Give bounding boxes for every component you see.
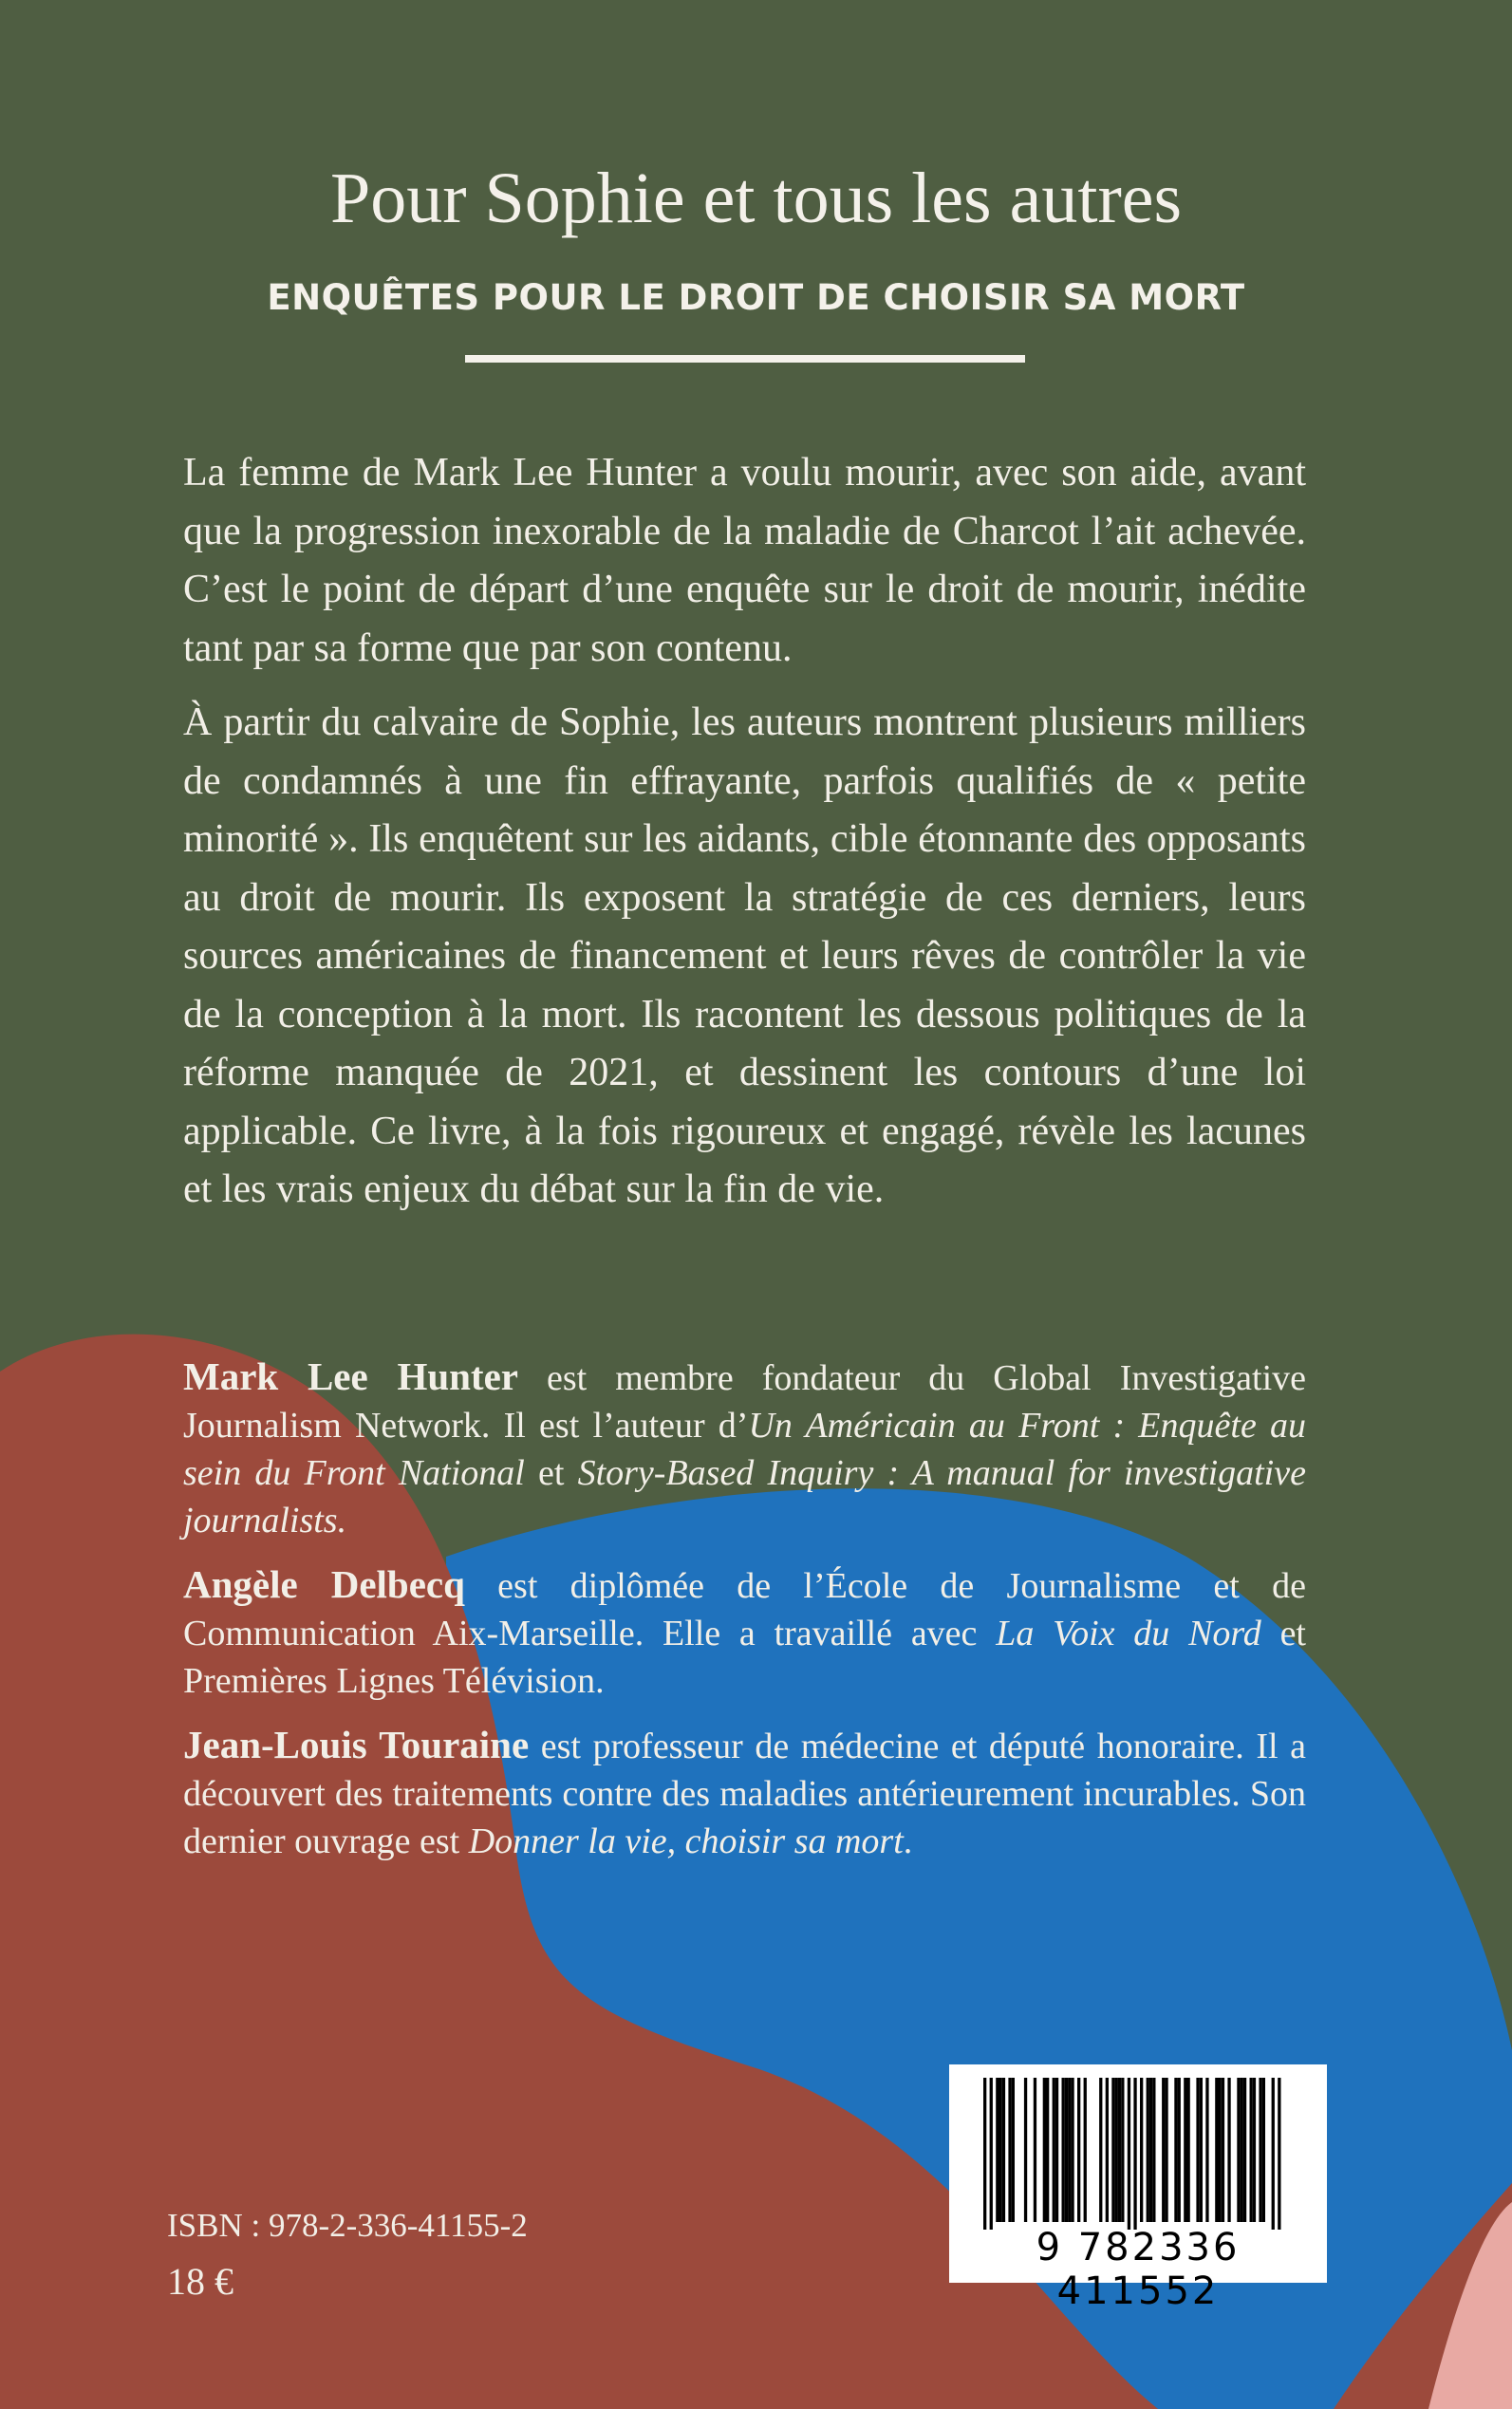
barcode-number: 9 782336 411552 — [1036, 2226, 1241, 2313]
barcode-bar — [996, 2078, 999, 2222]
isbn: ISBN : 978-2-336-41155-2 — [167, 2207, 528, 2244]
blurb-paragraph-2: À partir du calvaire de Sophie, les auteurs montrent plusieurs milliers de condamnés à une fin effrayante, parfois qualifiés de « petite minorité ». Ils enquêtent sur les aidants, cible étonnante des opposants au droit de mourir. Ils exposent la stratégie de ces derniers, leurs sources américaines de financement et leurs rêves de contrôler la vie de la conception à la mort. Ils racontent les dessous politiques de la réforme manquée de 2021, et dessinent les contours d’une loi applicable. Ce livre, à la fois rigoureux et engagé, révèle les lacunes et les vrais enjeux du débat sur la fin de vie. — [183, 700, 1306, 1211]
barcode-bar — [1187, 2078, 1190, 2222]
barcode-bar — [1237, 2078, 1240, 2222]
barcode-bar — [1149, 2078, 1152, 2222]
barcode-bar — [1215, 2078, 1218, 2222]
barcode-bar — [1053, 2078, 1055, 2222]
barcode-bar — [1121, 2078, 1124, 2222]
bio-text: est membre fondateur du Global Investigative Journalism Network. Il est l’auteur d’ — [183, 1358, 1306, 1446]
barcode-bar — [1222, 2078, 1224, 2222]
barcode-bar — [1250, 2078, 1253, 2222]
barcode-bar — [1227, 2078, 1230, 2222]
author-name: Jean-Louis Touraine — [183, 1723, 530, 1766]
barcode-bar — [1128, 2078, 1130, 2230]
barcode-bar — [1046, 2078, 1049, 2222]
barcode-bar — [1111, 2078, 1114, 2222]
bio-text: . — [903, 1821, 913, 1861]
bio-text: est diplômée de l’École de Journalisme et de Communication Aix-Marseille. Elle a travaillé avec — [183, 1566, 1306, 1653]
book-reference: Story-Based Inquiry : A manual for investigative journalists. — [183, 1453, 1306, 1541]
barcode-bar — [1071, 2078, 1073, 2222]
bio-hunter — [183, 1353, 1306, 1544]
bio-text: et Premières Lignes Télévision. — [183, 1614, 1306, 1701]
barcode-bar — [983, 2078, 986, 2230]
book-reference: Donner la vie, choisir sa mort — [468, 1821, 904, 1861]
barcode-bar — [1099, 2078, 1102, 2222]
book-subtitle: ENQUÊTES POUR LE DROIT DE CHOISIR SA MORT — [267, 277, 1245, 318]
book-reference: Un Américain au Front : Enquête au sein du Front National — [183, 1406, 1307, 1493]
blurb-paragraph-1: La femme de Mark Lee Hunter a voulu mourir, avec son aide, avant que la progression inexorable de la maladie de Charcot l’ait achevée. C’est le point de départ d’une enquête sur le droit de mourir, inédite tant par sa forme que par son contenu. — [183, 451, 1306, 670]
book-reference: La Voix du Nord — [996, 1614, 1261, 1653]
barcode-bar — [1174, 2078, 1177, 2222]
barcode-bar — [1115, 2078, 1118, 2222]
barcode-bar — [1002, 2078, 1005, 2222]
author-name: Mark Lee Hunter — [183, 1354, 518, 1398]
bio-text: est professeur de médecine et député honoraire. Il a découvert des traitements contre des maladies antérieurement incurables. Son dernier ouvrage est — [183, 1727, 1306, 1861]
barcode-bar — [1262, 2078, 1265, 2222]
barcode-bar — [1178, 2078, 1181, 2222]
barcode-bar — [1152, 2078, 1155, 2222]
barcode-bar — [1140, 2078, 1143, 2222]
blurb — [183, 444, 1306, 1236]
barcode-bar — [1008, 2078, 1011, 2222]
barcode-bar — [1012, 2078, 1015, 2222]
bio-touraine — [183, 1721, 1306, 1865]
bio-text: et — [524, 1453, 578, 1493]
barcode-bar — [1243, 2078, 1246, 2222]
barcode-bar — [1147, 2078, 1149, 2222]
barcode-bar — [1241, 2078, 1243, 2222]
barcode-bar — [1259, 2078, 1261, 2222]
barcode-bar — [1219, 2078, 1222, 2222]
barcode-bar — [1205, 2078, 1208, 2222]
barcode-bar — [1200, 2078, 1203, 2222]
barcode-bar — [1118, 2078, 1121, 2222]
barcode-bar — [1106, 2078, 1109, 2222]
barcode-bar — [1162, 2078, 1165, 2222]
title-divider — [465, 355, 1025, 363]
barcode-bar — [1133, 2078, 1136, 2230]
price: 18 € — [167, 2260, 233, 2303]
barcode-bar — [1165, 2078, 1167, 2222]
barcode-bar — [1077, 2078, 1080, 2222]
barcode-bar — [1065, 2078, 1068, 2222]
author-bios — [183, 1353, 1306, 1881]
barcode — [949, 2064, 1327, 2313]
barcode-bar — [1272, 2078, 1275, 2230]
barcode-bar — [1062, 2078, 1065, 2222]
barcode-bar — [1278, 2078, 1280, 2230]
barcode-bar — [1253, 2078, 1256, 2222]
barcode-bar — [999, 2078, 1002, 2222]
barcode-bar — [1068, 2078, 1071, 2222]
barcode-bar — [1084, 2078, 1087, 2222]
barcode-bar — [1055, 2078, 1058, 2222]
barcode-bar — [990, 2078, 993, 2230]
author-name: Angèle Delbecq — [183, 1562, 465, 1606]
barcode-bar — [1184, 2078, 1186, 2222]
barcode-bar — [1024, 2078, 1027, 2222]
barcode-bar — [1196, 2078, 1199, 2222]
barcode-bar — [1043, 2078, 1046, 2222]
bio-delbecq — [183, 1560, 1306, 1705]
barcode-bar — [1034, 2078, 1036, 2222]
book-title: Pour Sophie et tous les autres — [329, 159, 1183, 238]
